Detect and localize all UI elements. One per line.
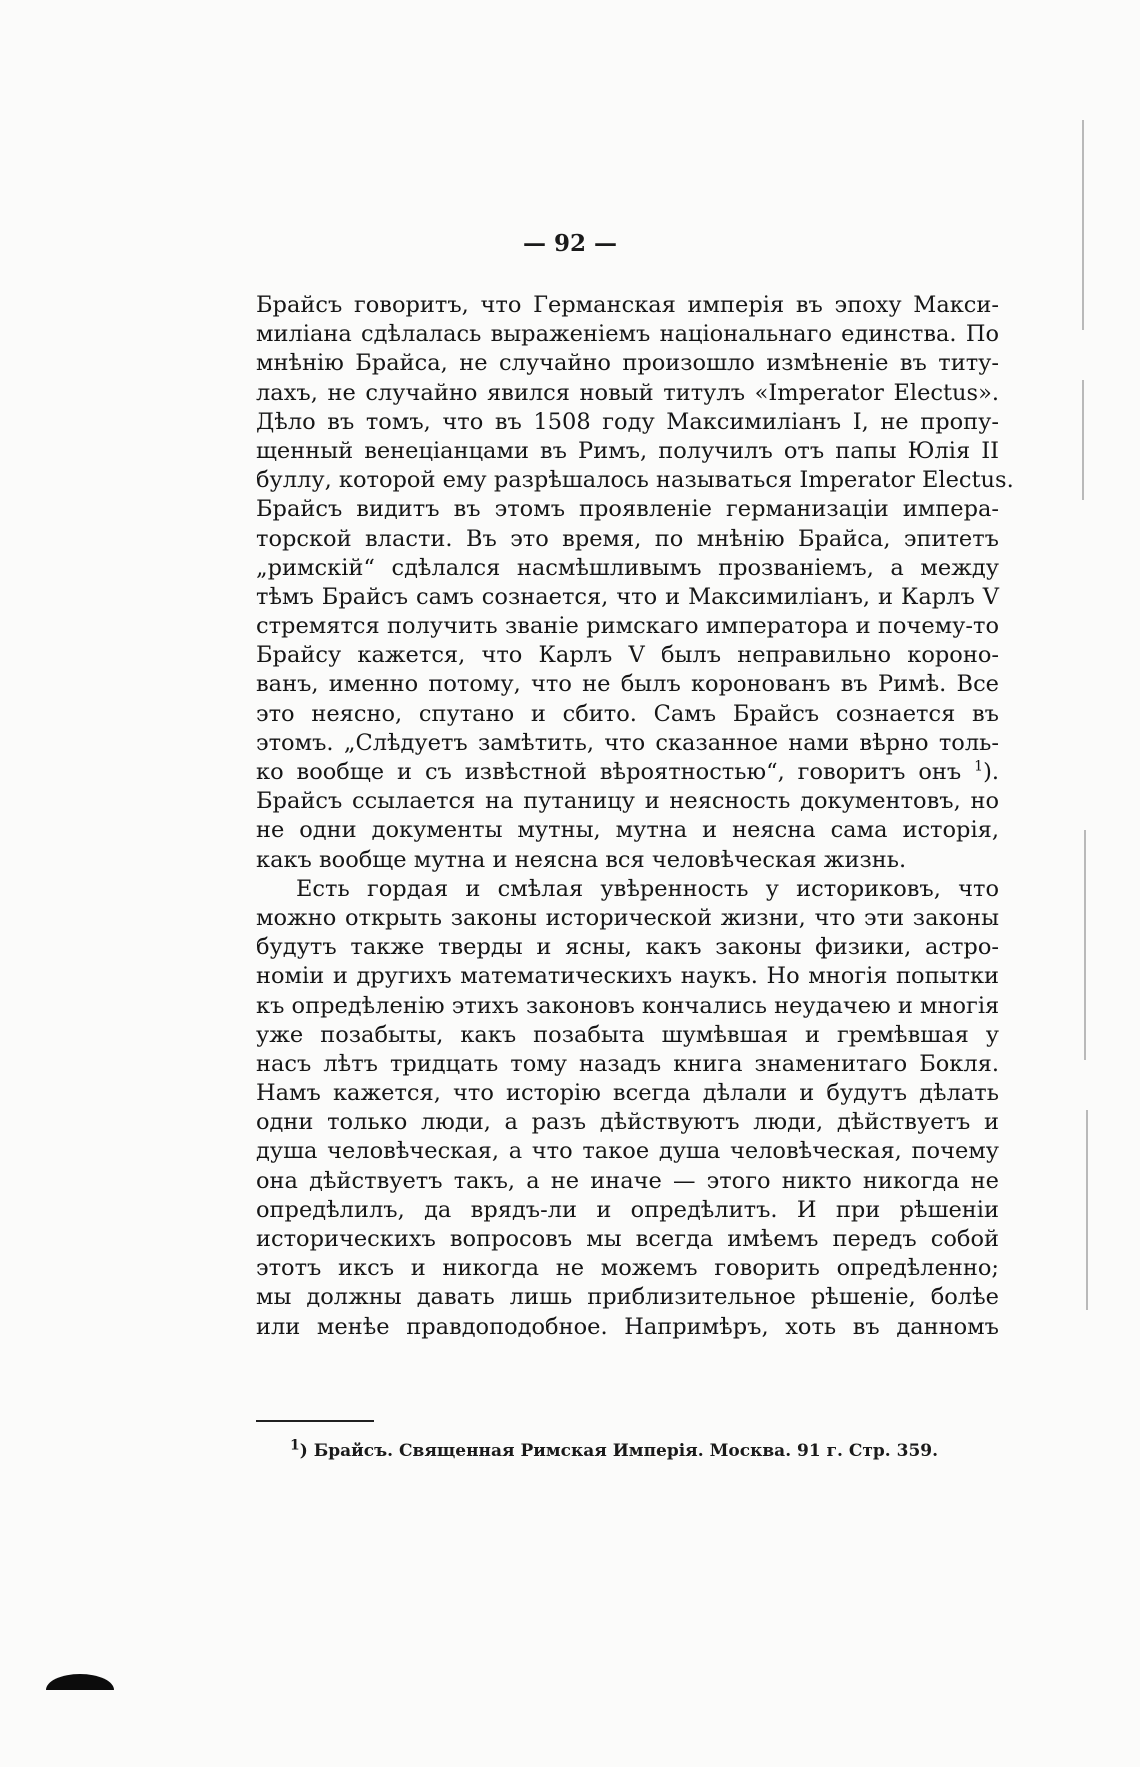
text-line: номіи и другихъ математическихъ наукъ. Но многія попытки (256, 963, 999, 990)
text-line: Брайсъ говоритъ, что Германская имперія въ эпоху Макси- (256, 292, 999, 318)
scan-edge-mark (1086, 1110, 1088, 1310)
text-line: это неясно, спутано и сбито. Самъ Брайсъ сознается въ (256, 700, 999, 727)
text-line: этотъ иксъ и никогда не можемъ говорить опредѣленно; (256, 1255, 999, 1282)
text-line: уже позабыты, какъ позабыта шумѣвшая и гремѣвшая у (256, 1021, 999, 1048)
text-line: лахъ, не случайно явился новый титулъ «Imperator Electus». (256, 379, 999, 406)
text-line: ванъ, именно потому, что не былъ коронованъ въ Римѣ. Все (256, 671, 999, 698)
footnote-divider (256, 1420, 374, 1422)
text-line: Брайсъ ссылается на путаницу и неясность документовъ, но (256, 788, 999, 815)
text-line: можно открыть законы исторической жизни, что эти законы (256, 904, 999, 931)
text-line: насъ лѣтъ тридцать тому назадъ книга знаменитаго Бокля. (256, 1050, 999, 1077)
text-line: щенный венеціанцами въ Римъ, получилъ отъ папы Юлія II (256, 437, 999, 464)
text-line: историческихъ вопросовъ мы всегда имѣемъ передъ собой (256, 1226, 999, 1252)
text-line: Брайсу кажется, что Карлъ V былъ неправильно короно- (256, 642, 999, 669)
text-line: торской власти. Въ это время, по мнѣнію Брайса, эпитетъ (256, 525, 999, 552)
main-text (256, 291, 1014, 1342)
page-number: — 92 — (522, 230, 618, 257)
paragraph-first-line: Есть гордая и смѣлая увѣренность у историковъ, что (296, 875, 999, 902)
text-line: миліана сдѣлалась выраженіемъ національнаго единства. По (256, 321, 999, 348)
text-line: мнѣнію Брайса, не случайно произошло измѣненіе въ титу- (256, 350, 999, 377)
text-after-ref: ). (983, 759, 999, 785)
text-line: или менѣе правдоподобное. Напримѣръ, хоть въ данномъ (256, 1313, 999, 1340)
text-line: этомъ. „Слѣдуетъ замѣтить, что сказанное нами вѣрно толь- (256, 729, 999, 756)
text-line: какъ вообще мутна и неясна вся человѣческая жизнь. (256, 846, 907, 873)
text-before-ref: ко вообще и съ извѣстной вѣроятностью“, говоритъ онъ (256, 759, 975, 785)
text-line: мы должны давать лишь приблизительное рѣшеніе, болѣе (256, 1284, 999, 1311)
text-line: „римскій“ сдѣлался насмѣшливымъ прозваніемъ, а между (256, 554, 999, 581)
footnote (290, 1437, 939, 1461)
text-line: стремятся получить званіе римскаго императора и почему-то (256, 613, 999, 640)
footnote-text: ) Брайсъ. Священная Римская Имперія. Москва. 91 г. Стр. 359. (299, 1441, 939, 1461)
text-line: душа человѣческая, а что такое душа человѣческая, почему (256, 1138, 999, 1165)
text-line: одни только люди, а разъ дѣйствуютъ люди, дѣйствуетъ и (256, 1109, 999, 1136)
scan-edge-mark (1084, 830, 1086, 1060)
text-line: Брайсъ видитъ въ этомъ проявленіе германизаціи импера- (256, 496, 999, 523)
text-line: къ опредѣленію этихъ законовъ кончались неудачею и многія (256, 992, 1000, 1019)
footnote-mark: 1 (290, 1437, 300, 1454)
text-line: будутъ также тверды и ясны, какъ законы физики, астро- (256, 934, 999, 961)
text-line: опредѣлилъ, да врядъ-ли и опредѣлитъ. И при рѣшеніи (256, 1196, 999, 1223)
text-line: она дѣйствуетъ такъ, а не иначе — этого никто никогда не (256, 1167, 999, 1194)
scan-edge-mark (1082, 380, 1084, 500)
footnote-ref: 1 (974, 758, 984, 775)
scan-edge-mark (1082, 120, 1084, 330)
text-line: Дѣло въ томъ, что въ 1508 году Максимиліанъ I, не пропу- (256, 408, 999, 435)
library-stamp-mark (46, 1674, 114, 1690)
text-line: тѣмъ Брайсъ самъ сознается, что и Максимиліанъ, и Карлъ V (256, 583, 999, 610)
text-line: буллу, которой ему разрѣшалось называться Imperator Electus. (256, 467, 1014, 494)
text-line: Намъ кажется, что исторію всегда дѣлали и будутъ дѣлать (256, 1080, 999, 1107)
text-line-with-footnote-ref (256, 758, 999, 787)
text-line: не одни документы мутны, мутна и неясна сама исторія, (256, 817, 999, 844)
